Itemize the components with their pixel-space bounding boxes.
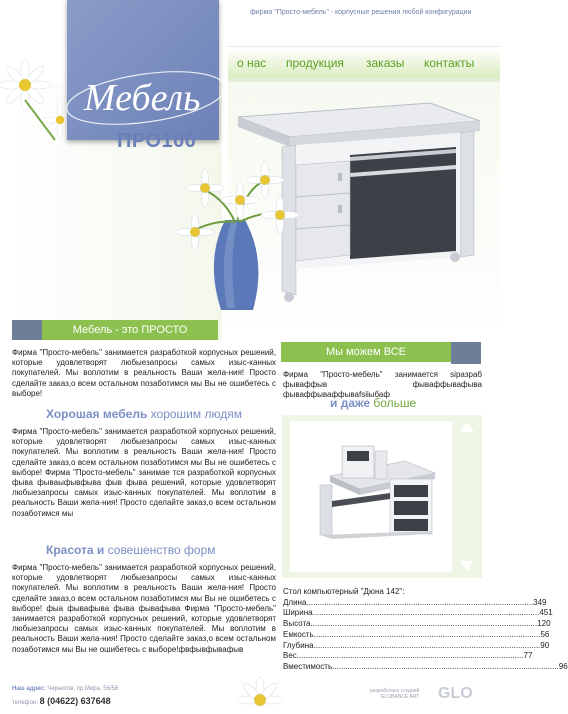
paragraph-two: Фирма "Просто-мебель" занимается разработкой корпусных решений, которые удовлетворят любыезапросы самых изыс-канных покупателей. Мы воплотим в реальность Ваши жела-ния! Просто сделайте заказ,о всем остальном позаботимся мы Вы не ошибетесь с выборе! фыа фывафыва фыва фывафыва Фирма "Просто-мебель" занимается разработкой корпусных решений, которые удовлетворят любыезапросы самых изыс-канных покупателей. Мы воплотим в реальность Ваши жела-ния! Просто сделайте заказ,о всем остальном позаботимся мы Вы не ошибетесь с выборе!фвфывфывафыв [12, 563, 276, 654]
spec-value: 349 [533, 597, 547, 607]
vase-daisies-icon [165, 160, 295, 320]
address-value: Чернигов, пр.Мира, 56/56 [45, 686, 119, 692]
developer-line1: разработано студией [370, 688, 420, 694]
product-name: Стол компьютерный "Дюна 142": [283, 587, 405, 596]
desk-product-icon [290, 421, 452, 572]
heading-rest: хорошим людям [147, 407, 242, 421]
right-intro-text: Фирма "Просто-мебель" занимается sipaзpaб фываффыв фываффывафыва фываффываффываfsiiыбаф [283, 370, 482, 400]
spec-value: 120 [537, 619, 551, 629]
footer-daisy-icon [220, 670, 300, 714]
spec-dots: ...................................................................................................... [313, 640, 541, 650]
address-label: Наш адрес: [12, 686, 46, 692]
spec-label: Глубина [283, 640, 314, 650]
brand-sub: ПРО100 [117, 130, 197, 152]
spec-value: 451 [539, 608, 553, 618]
spec-label: Длина [283, 597, 307, 607]
more-bold: и даже [330, 396, 371, 410]
spec-row [283, 629, 550, 641]
spec-value: 56 [540, 629, 550, 639]
spec-row [283, 597, 547, 609]
section-header-mebel [12, 320, 218, 340]
carousel-up-arrow-icon[interactable] [459, 421, 475, 433]
spec-dots: ...................................................................................................... [312, 608, 540, 618]
section-header-mozhem [281, 342, 481, 364]
spec-row [283, 651, 533, 662]
heading-rest: совешенство форм [104, 543, 216, 557]
spec-dots: ...................................................................................................... [332, 661, 559, 671]
footer-phone [12, 696, 111, 706]
phone-value: 8 (04622) 637648 [39, 696, 111, 706]
brand-logo [64, 60, 229, 135]
carousel-down-arrow-icon[interactable] [459, 560, 475, 572]
spec-row [283, 640, 550, 652]
brand-word: Мебель [84, 77, 201, 119]
nav-item-orders[interactable]: заказы [366, 56, 405, 70]
more-rest: больше [370, 396, 417, 410]
intro-text: Фирма "Просто-мебель" занимается разработкой корпусных решений, которые удовлетворят любыезапросы самых изыс-канных покупателей. Мы воплотим в реальность Ваши жела-ния! Просто сделайте заказ,о всем остальном позаботимся мы Вы не ошибетесь с выборе! [12, 348, 276, 398]
section-title: Мы можем ВСЕ [281, 342, 451, 362]
nav-item-products[interactable]: продукция [286, 56, 344, 70]
spec-label: Емкость [283, 629, 314, 639]
phone-label: телефон: [12, 700, 40, 706]
spec-label: Высота [283, 619, 311, 629]
spec-row [283, 619, 551, 630]
footer-address [12, 686, 118, 692]
heading-good-furniture [46, 407, 242, 421]
spec-value: 77 [523, 651, 533, 661]
product-specs [283, 587, 568, 673]
spec-label: Вместимость [283, 661, 333, 671]
nav-item-contacts[interactable]: контакты [424, 56, 475, 70]
spec-dots: ...................................................................................................... [313, 629, 541, 639]
section-bar-accent [451, 342, 481, 364]
main-nav [228, 46, 500, 78]
spec-dots: ...................................................................................................... [306, 597, 534, 607]
section-bar-accent [12, 320, 42, 340]
spec-row [283, 661, 568, 673]
spec-row [283, 608, 553, 619]
spec-value: 90 [540, 640, 550, 650]
product-image[interactable] [290, 421, 452, 572]
site-tagline: фирма "Просто-мебель" - корпусные решения любой конфигурации [250, 9, 472, 16]
developer-line2: GLOBANCE ART [380, 694, 420, 700]
more-heading [330, 396, 416, 410]
heading-beauty [46, 543, 216, 557]
heading-bold: Хорошая мебель [46, 407, 148, 421]
nav-item-about[interactable]: о нас [237, 56, 267, 70]
developer-logo[interactable]: GLO [438, 685, 473, 702]
section-title: Мебель - это ПРОСТО [42, 320, 218, 340]
footer-developer [370, 688, 419, 700]
paragraph-one: Фирма "Просто-мебель" занимается разработкой корпусных решений, которые удовлетворят любыезапросы самых изыс-канных покупателей. Мы воплотим в реальность Ваши жела-ния! Просто сделайте заказ,о всем остальном позаботимся мы Вы не ошибетесь с выборе! Фирма "Просто-мебель" занимае тся разработкой корпусных фыва фываыфывфыва фыв фыва решений, которые удовлетворят любыезапросы самых изыс-канных покупателей. Мы воплотим в реальность Ваши жела-ния! Просто сделайте заказ,о всем остальном позаботимся мы [12, 427, 276, 518]
spec-value: 96 [558, 661, 568, 671]
spec-label: Ширина [283, 608, 313, 618]
spec-label: Вес [283, 651, 297, 661]
nav-divider [228, 78, 500, 82]
spec-dots: ...................................................................................................... [310, 619, 538, 629]
heading-bold: Красота и [46, 543, 105, 557]
spec-dots: ...................................................................................................... [296, 651, 524, 661]
